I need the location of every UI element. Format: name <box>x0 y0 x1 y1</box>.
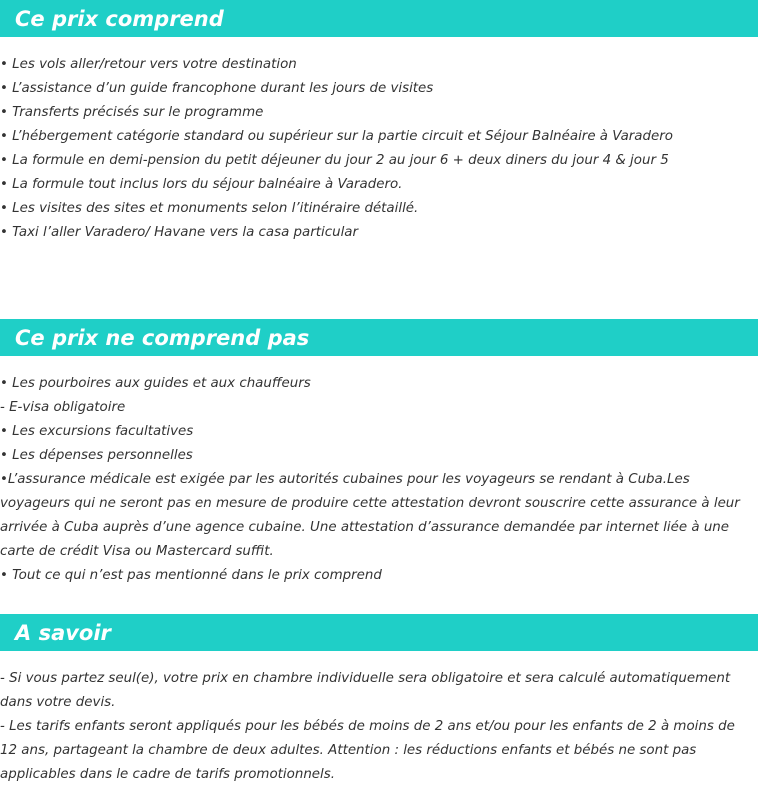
list-item: • Les dépenses personnelles <box>0 448 193 463</box>
list-item: • Tout ce qui n’est pas mentionné dans le prix comprend <box>0 568 382 583</box>
list-item: - E-visa obligatoire <box>0 400 126 415</box>
list-item: • La formule en demi-pension du petit déjeuner du jour 2 au jour 6 + deux diners du jour 4 & jour 5 <box>0 153 669 168</box>
list-item: • L’hébergement catégorie standard ou supérieur sur la partie circuit et Séjour Balnéaire à Varadero <box>0 129 673 144</box>
section-title-included: Ce prix comprend <box>15 6 224 31</box>
list-item: • Les pourboires aux guides et aux chauffeurs <box>0 376 311 391</box>
section-title-not-included: Ce prix ne comprend pas <box>15 325 310 350</box>
list-item: • Transferts précisés sur le programme <box>0 105 264 120</box>
section-header-good-to-know <box>0 614 758 651</box>
section-title-good-to-know: A savoir <box>15 620 111 645</box>
list-item: • La formule tout inclus lors du séjour balnéaire à Varadero. <box>0 177 403 192</box>
section-body-included <box>0 53 758 245</box>
list-item: • L’assistance d’un guide francophone durant les jours de visites <box>0 81 434 96</box>
list-item: • Taxi l’aller Varadero/ Havane vers la casa particular <box>0 225 359 240</box>
section-header-not-included <box>0 319 758 356</box>
list-item-child-rates: - Les tarifs enfants seront appliqués pour les bébés de moins de 2 ans et/ou pour les enfants de 2 à moins de 12 ans, partageant la chambre de deux adultes. Attention : les réductions enfants et bébés ne sont pas applicables dans le cadre de tarifs promotionnels. <box>0 719 735 782</box>
list-item-insurance: •L’assurance médicale est exigée par les autorités cubaines pour les voyageurs se rendant à Cuba.Les voyageurs qui ne seront pas en mesure de produire cette attestation devront souscrire cette assurance à leur arrivée à Cuba auprès d’une agence cubaine. Une attestation d’assurance demandée par internet liée à une carte de crédit Visa ou Mastercard suffit. <box>0 472 740 559</box>
section-body-good-to-know <box>0 667 758 787</box>
list-item: • Les excursions facultatives <box>0 424 194 439</box>
section-header-included <box>0 0 758 37</box>
list-item: • Les visites des sites et monuments selon l’itinéraire détaillé. <box>0 201 419 216</box>
list-item-single-supplement: - Si vous partez seul(e), votre prix en chambre individuelle sera obligatoire et sera calculé automatiquement dans votre devis. <box>0 671 731 710</box>
section-body-not-included <box>0 372 758 588</box>
list-item: • Les vols aller/retour vers votre destination <box>0 57 297 72</box>
